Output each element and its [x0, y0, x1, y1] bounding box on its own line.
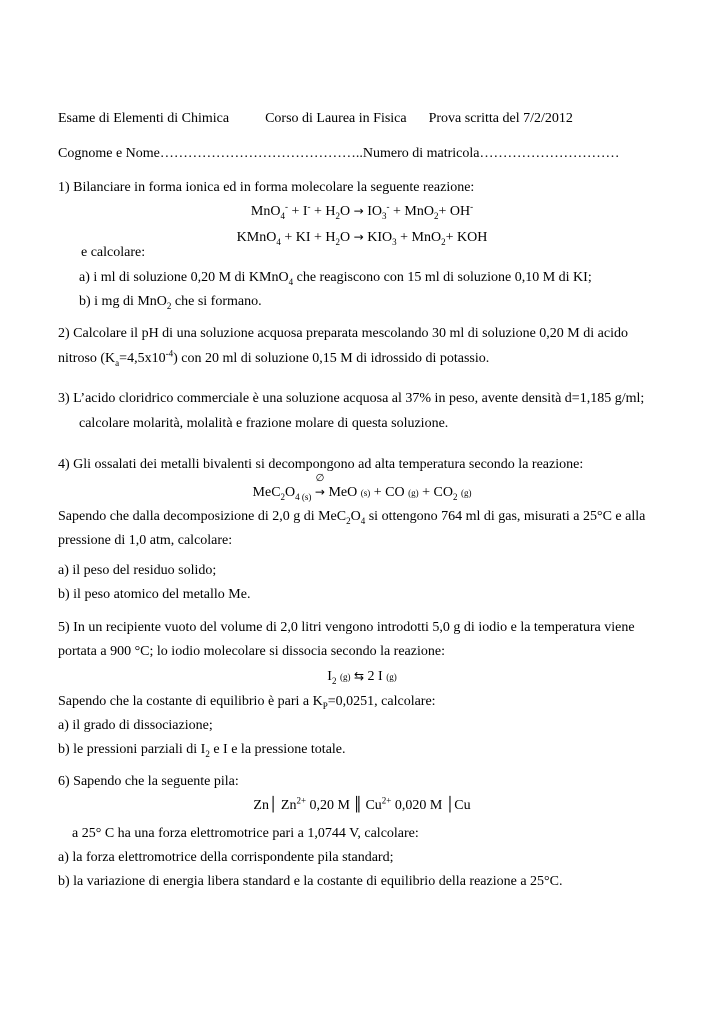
student-info-line: Cognome e Nome……………………………………..Numero di matricola…………………………: [58, 146, 620, 161]
q2-line2: nitroso $(K_a=4,5x10^{-4})$ con 20 ml di soluzione 0,15 M di idrossido di potassio.: [58, 348, 490, 368]
q1-intro: 1) Bilanciare in forma ionica ed in forma molecolare la seguente reazione:: [58, 180, 475, 195]
q5-line1: 5) In un recipiente vuoto del volume di 2,0 litri vengono introdotti 5,0 g di iodio e la temperatura viene: [58, 620, 635, 635]
exam-title: Esame di Elementi di Chimica: [58, 111, 230, 126]
q4-equation: $MeC_2O_{4 (s)}$ ∅ → MeO (s) + CO $(g) + CO_2$ (g): [252, 473, 472, 502]
q6-item-a: a) la forza elettromotrice della corrispondente pila standard;: [58, 850, 394, 865]
heat-symbol: ∅: [315, 473, 325, 484]
q5-equation: $I_2$ (g) ⇆ 2 I (g): [327, 669, 397, 686]
q5-item-b: b) le pressioni parziali di $I_2$ e I e la pressione totale.: [58, 742, 346, 759]
q1-item-b: b) i mg di MnO$_2$ che si formano.: [79, 294, 262, 311]
q1-item-a: a) i ml di soluzione 0,20 M di KMnO$_4$ che reagiscono con 15 ml di soluzione 0,10 M di KI;: [79, 270, 592, 287]
q6-item-b: b) la variazione di energia libera standard e la costante di equilibrio della reazione a 25°C.: [58, 874, 563, 889]
q5-kp-line: Sapendo che la costante di equilibrio è pari a $K_P=0,0251$, calcolare:: [58, 694, 436, 711]
q6-line1: a 25° C ha una forza elettromotrice pari a 1,0744 V, calcolare:: [72, 826, 419, 841]
q6-cell-notation: Zn│ $Zn^{2+}$ 0,20 M ║ $Cu^{2+}$ 0,020 M │Cu: [253, 795, 471, 813]
q4-item-a: a) il peso del residuo solido;: [58, 563, 217, 578]
q1-molecular-equation: KMnO$_4$ + KI + $H_2O \to KIO_3 + MnO_2+$ KOH: [236, 230, 488, 247]
q1-ionic-equation: $MnO_4^- + I^- + H_2O \to IO_3^- + MnO_2+ OH^-$: [250, 201, 474, 221]
q1-calc-label: e calcolare:: [81, 245, 146, 260]
q4-item-b: b) il peso atomico del metallo Me.: [58, 587, 251, 602]
q6-intro: 6) Sapendo che la seguente pila:: [58, 774, 239, 789]
q3-line2: calcolare molarità, molalità e frazione molare di questa soluzione.: [79, 416, 449, 431]
q4-line2: pressione di 1,0 atm, calcolare:: [58, 533, 233, 548]
course-title: Corso di Laurea in Fisica: [265, 111, 407, 126]
exam-date: Prova scritta del 7/2/2012: [428, 111, 573, 126]
q5-line2: portata a 900 °C; lo iodio molecolare si dissocia secondo la reazione:: [58, 644, 445, 659]
q3-line1: 3) L’acido cloridrico commerciale è una soluzione acquosa al 37% in peso, avente densità d=1,185 g/ml;: [58, 391, 645, 406]
q2-line1: 2) Calcolare il pH di una soluzione acquosa preparata mescolando 30 ml di soluzione 0,20 M di acido: [58, 326, 628, 341]
q4-intro: 4) Gli ossalati dei metalli bivalenti si decompongono ad alta temperatura secondo la reazione:: [58, 457, 584, 472]
q5-item-a: a) il grado di dissociazione;: [58, 718, 213, 733]
exam-header: [58, 111, 573, 127]
q4-line1: Sapendo che dalla decomposizione di 2,0 g di $MeC_2O_4$ si ottengono 764 ml di gas, misurati a 25°C e alla: [58, 509, 646, 526]
